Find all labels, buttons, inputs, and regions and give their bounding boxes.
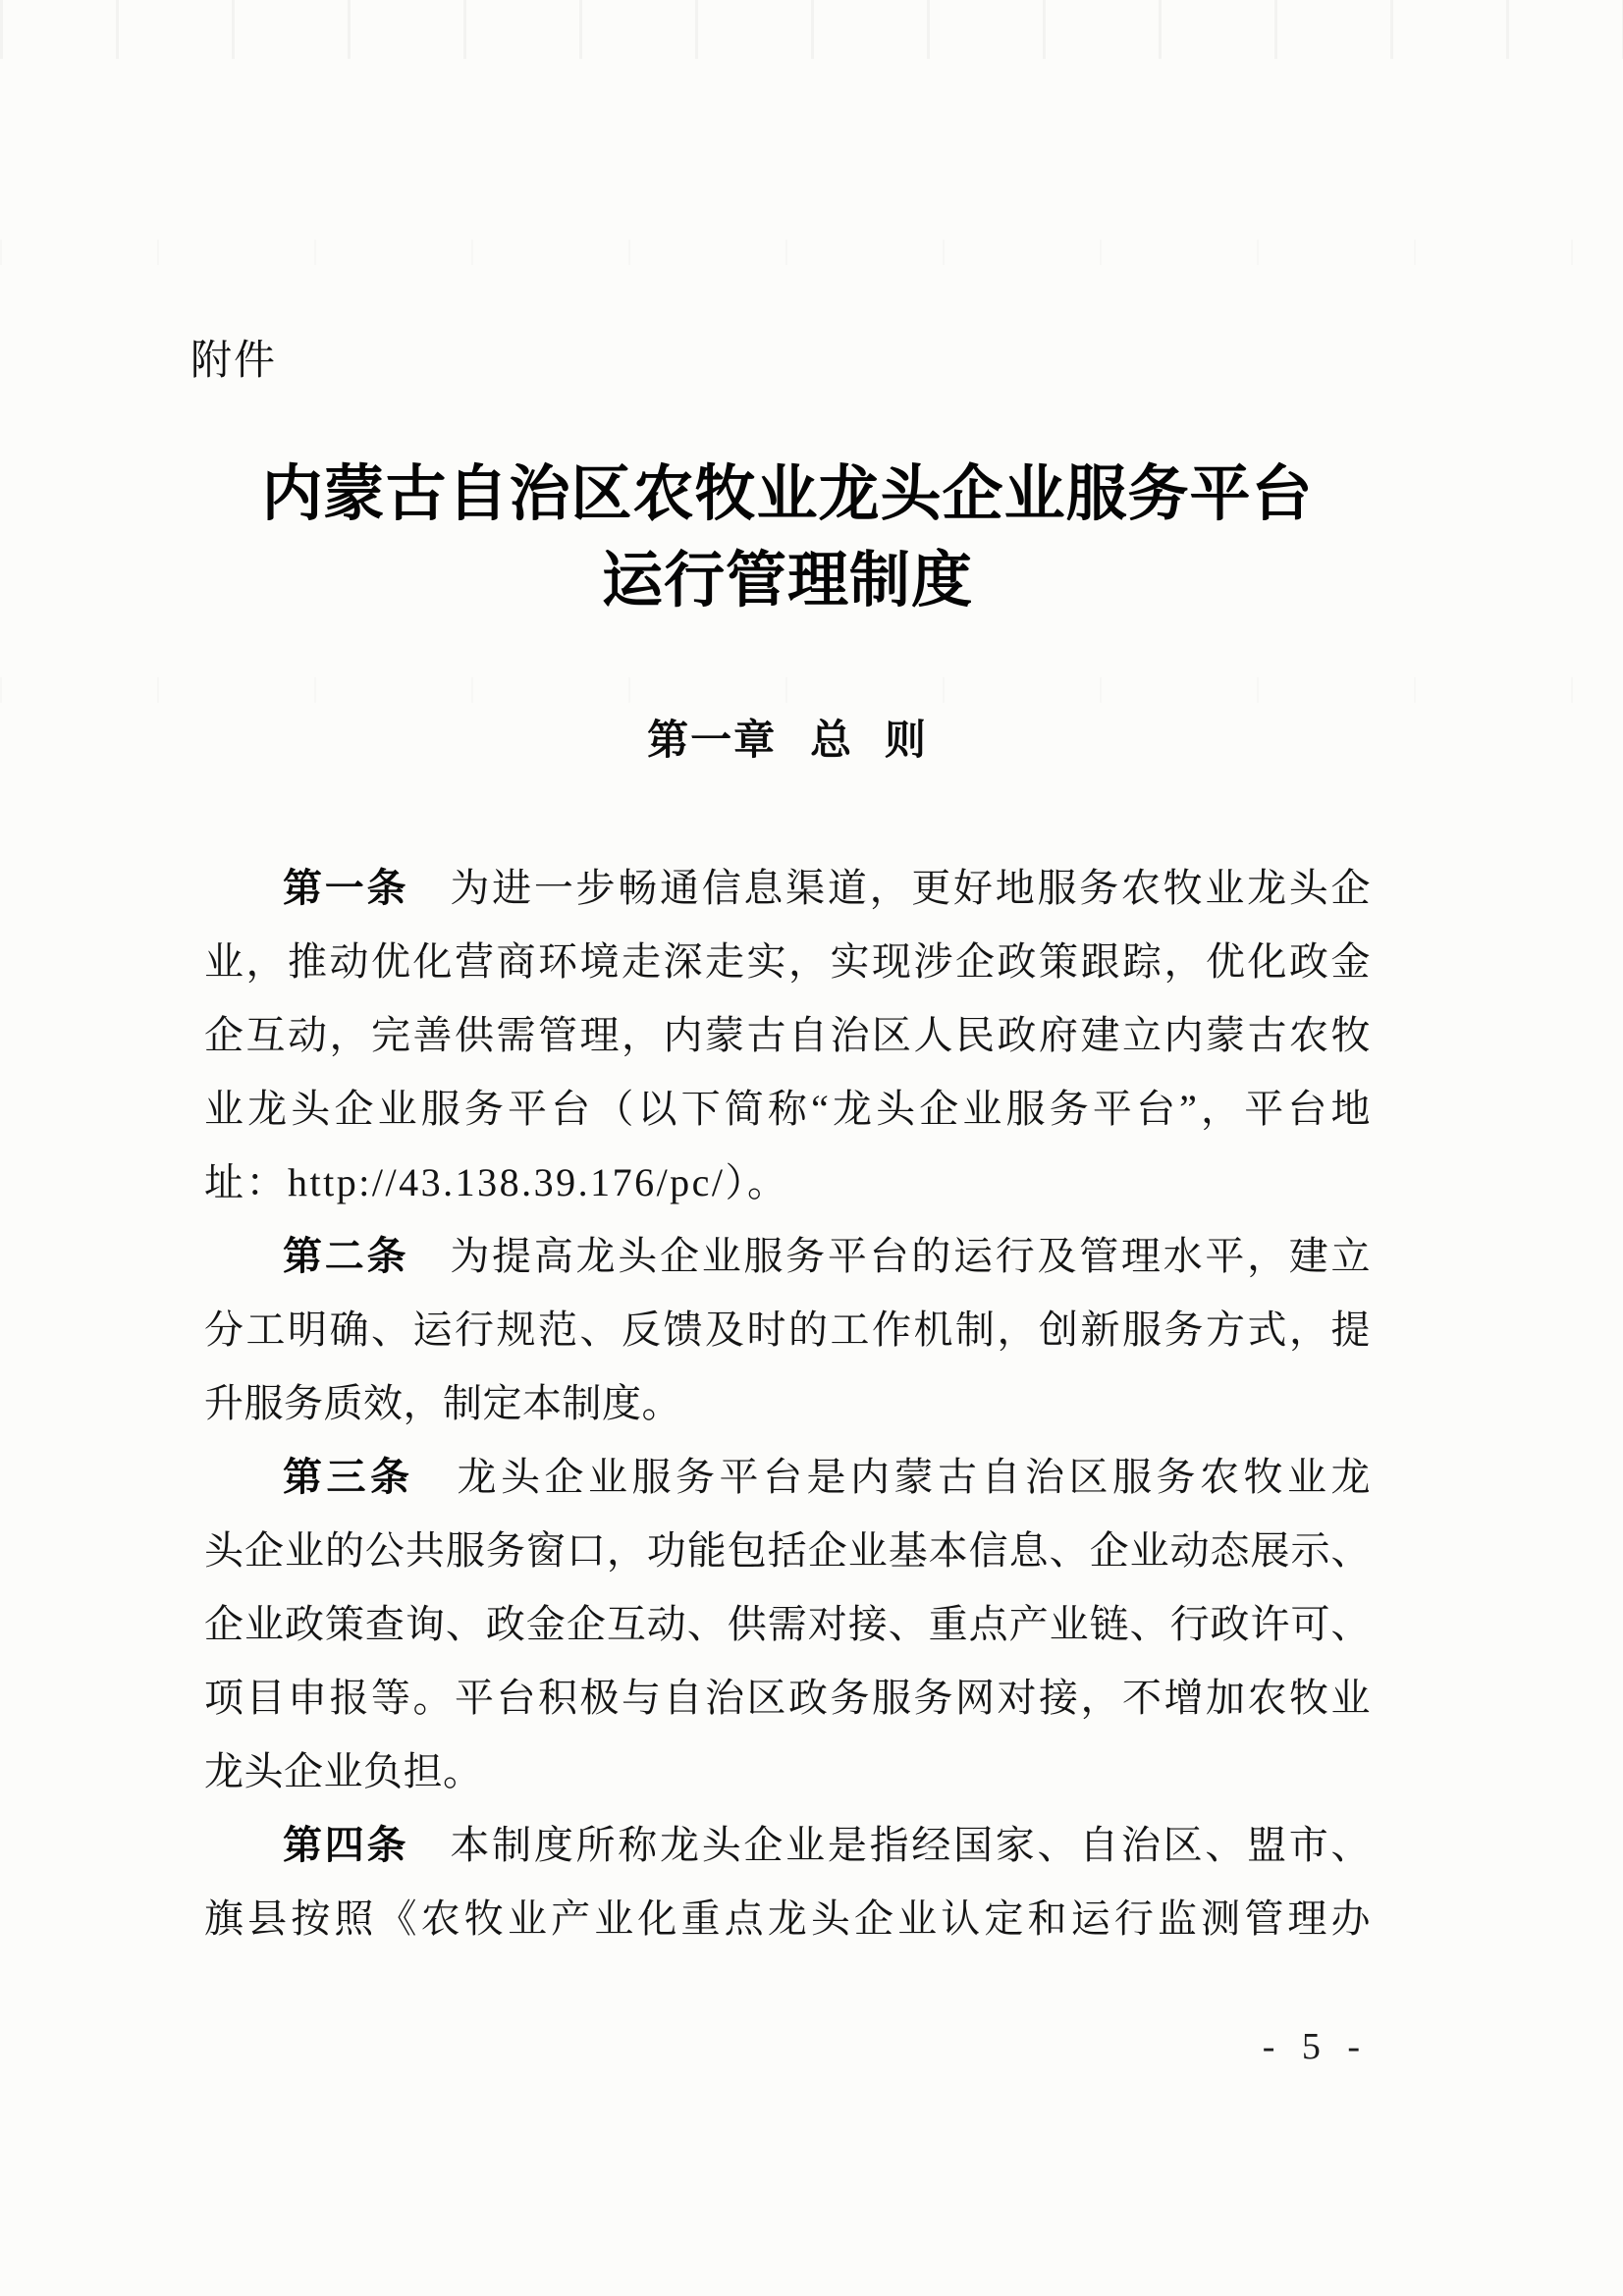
article-text: 龙头企业服务平台是内蒙古自治区服务农牧业龙: [453, 1455, 1371, 1499]
body-line: 头企业的公共服务窗口，功能包括企业基本信息、企业动态展示、: [204, 1528, 1371, 1573]
body-line: [204, 1440, 1371, 1514]
body-line: [204, 1219, 1371, 1293]
page-number: - 5 -: [1262, 2026, 1369, 2067]
body-line-platform-url: 址：http://43.138.39.176/pc/）。: [204, 1160, 789, 1204]
body-line: [204, 851, 1371, 925]
article-1: [204, 851, 1371, 1219]
body-line: 龙头企业负担。: [204, 1749, 483, 1793]
document-body: [204, 851, 1371, 1955]
chapter-heading: [204, 711, 1371, 770]
chapter-name: 总 则: [810, 717, 928, 763]
body-line: 企业政策查询、政金企互动、供需对接、重点产业链、行政许可、: [204, 1602, 1371, 1646]
document-title-line-1: 内蒙古自治区农牧业龙头企业服务平台: [261, 461, 1314, 528]
body-line: 企互动，完善供需管理，内蒙古自治区人民政府建立内蒙古农牧: [204, 1013, 1371, 1057]
body-line: 升服务质效，制定本制度。: [204, 1381, 681, 1425]
document-content: [190, 0, 1371, 2074]
body-line: 业龙头企业服务平台（以下简称“龙头企业服务平台”，平台地: [204, 1087, 1371, 1131]
article-2: [204, 1219, 1371, 1440]
attachment-label: 附件: [190, 339, 278, 384]
body-line: 业，推动优化营商环境走深走实，实现涉企政策跟踪，优化政金: [204, 939, 1371, 984]
body-line: [204, 1808, 1371, 1882]
article-4: [204, 1808, 1371, 1955]
document-title-line-2: 运行管理制度: [601, 548, 973, 614]
article-text: 为提高龙头企业服务平台的运行及管理水平，建立: [448, 1234, 1371, 1278]
body-line: 项目申报等。平台积极与自治区政务服务网对接，不增加农牧业: [204, 1676, 1371, 1720]
article-4-lead: 第四条: [283, 1823, 409, 1867]
body-line: 分工明确、运行规范、反馈及时的工作机制，创新服务方式，提: [204, 1308, 1371, 1352]
article-2-lead: 第二条: [283, 1234, 409, 1278]
article-text: 本制度所称龙头企业是指经国家、自治区、盟市、: [448, 1823, 1371, 1867]
article-text: 为进一步畅通信息渠道，更好地服务农牧业龙头企: [448, 866, 1371, 910]
article-3-lead: 第三条: [283, 1455, 414, 1499]
article-3: [204, 1440, 1371, 1808]
body-line: 旗县按照《农牧业产业化重点龙头企业认定和运行监测管理办: [204, 1896, 1371, 1941]
chapter-number: 第一章: [647, 717, 778, 763]
article-1-lead: 第一条: [283, 866, 409, 910]
document-title: [204, 452, 1371, 624]
